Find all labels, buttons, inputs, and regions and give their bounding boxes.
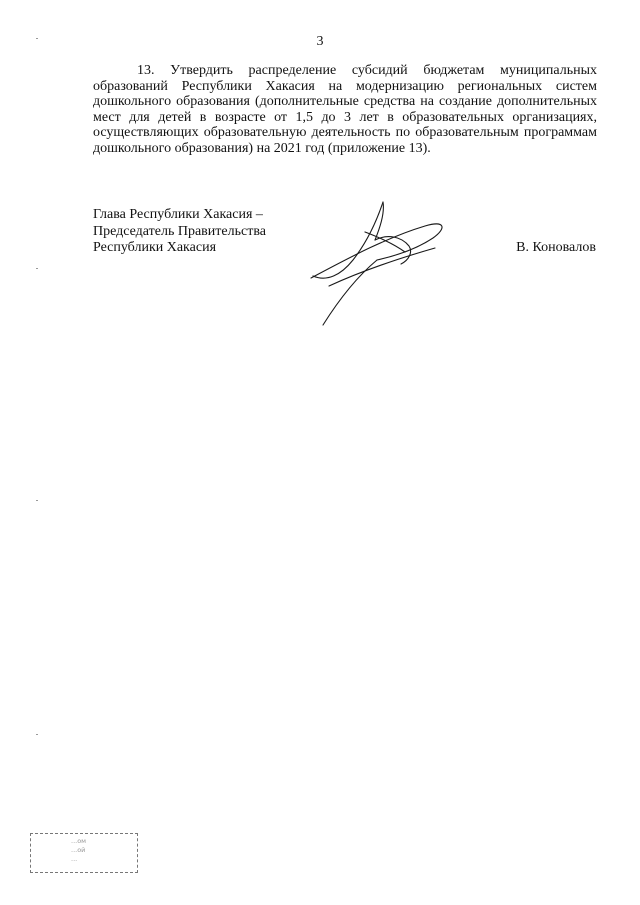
stamp-line: ...ой bbox=[71, 846, 86, 854]
resolution-paragraph-13: 13. Утвердить распределение субсидий бюджетам муниципальных образований Республики Хакасия на модернизацию региональных систем дошкольного образования (дополнительные средства на создание дополнительных мест для детей в возрасте от 1,5 до 3 лет в образовательных организациях, осуществляющих образовательную деятельность по образовательным программам дошкольного образования) на 2021 год (приложение 13). bbox=[93, 63, 597, 156]
signatory-title-line: Республики Хакасия bbox=[93, 240, 217, 255]
handwritten-signature bbox=[305, 190, 455, 330]
page-number: 3 bbox=[316, 34, 324, 49]
stamp-line: ... bbox=[71, 855, 78, 863]
margin-tick bbox=[36, 500, 38, 501]
stamp-line: ...ом bbox=[71, 837, 87, 845]
signatory-name: В. Коновалов bbox=[516, 240, 596, 255]
margin-tick bbox=[36, 734, 38, 735]
margin-tick bbox=[36, 268, 38, 269]
margin-tick bbox=[36, 38, 38, 39]
signatory-title bbox=[93, 207, 293, 257]
signatory-title-line: Председатель Правительства bbox=[93, 223, 266, 239]
registration-stamp bbox=[30, 833, 138, 873]
signatory-title-line: Глава Республики Хакасия – bbox=[93, 207, 263, 222]
